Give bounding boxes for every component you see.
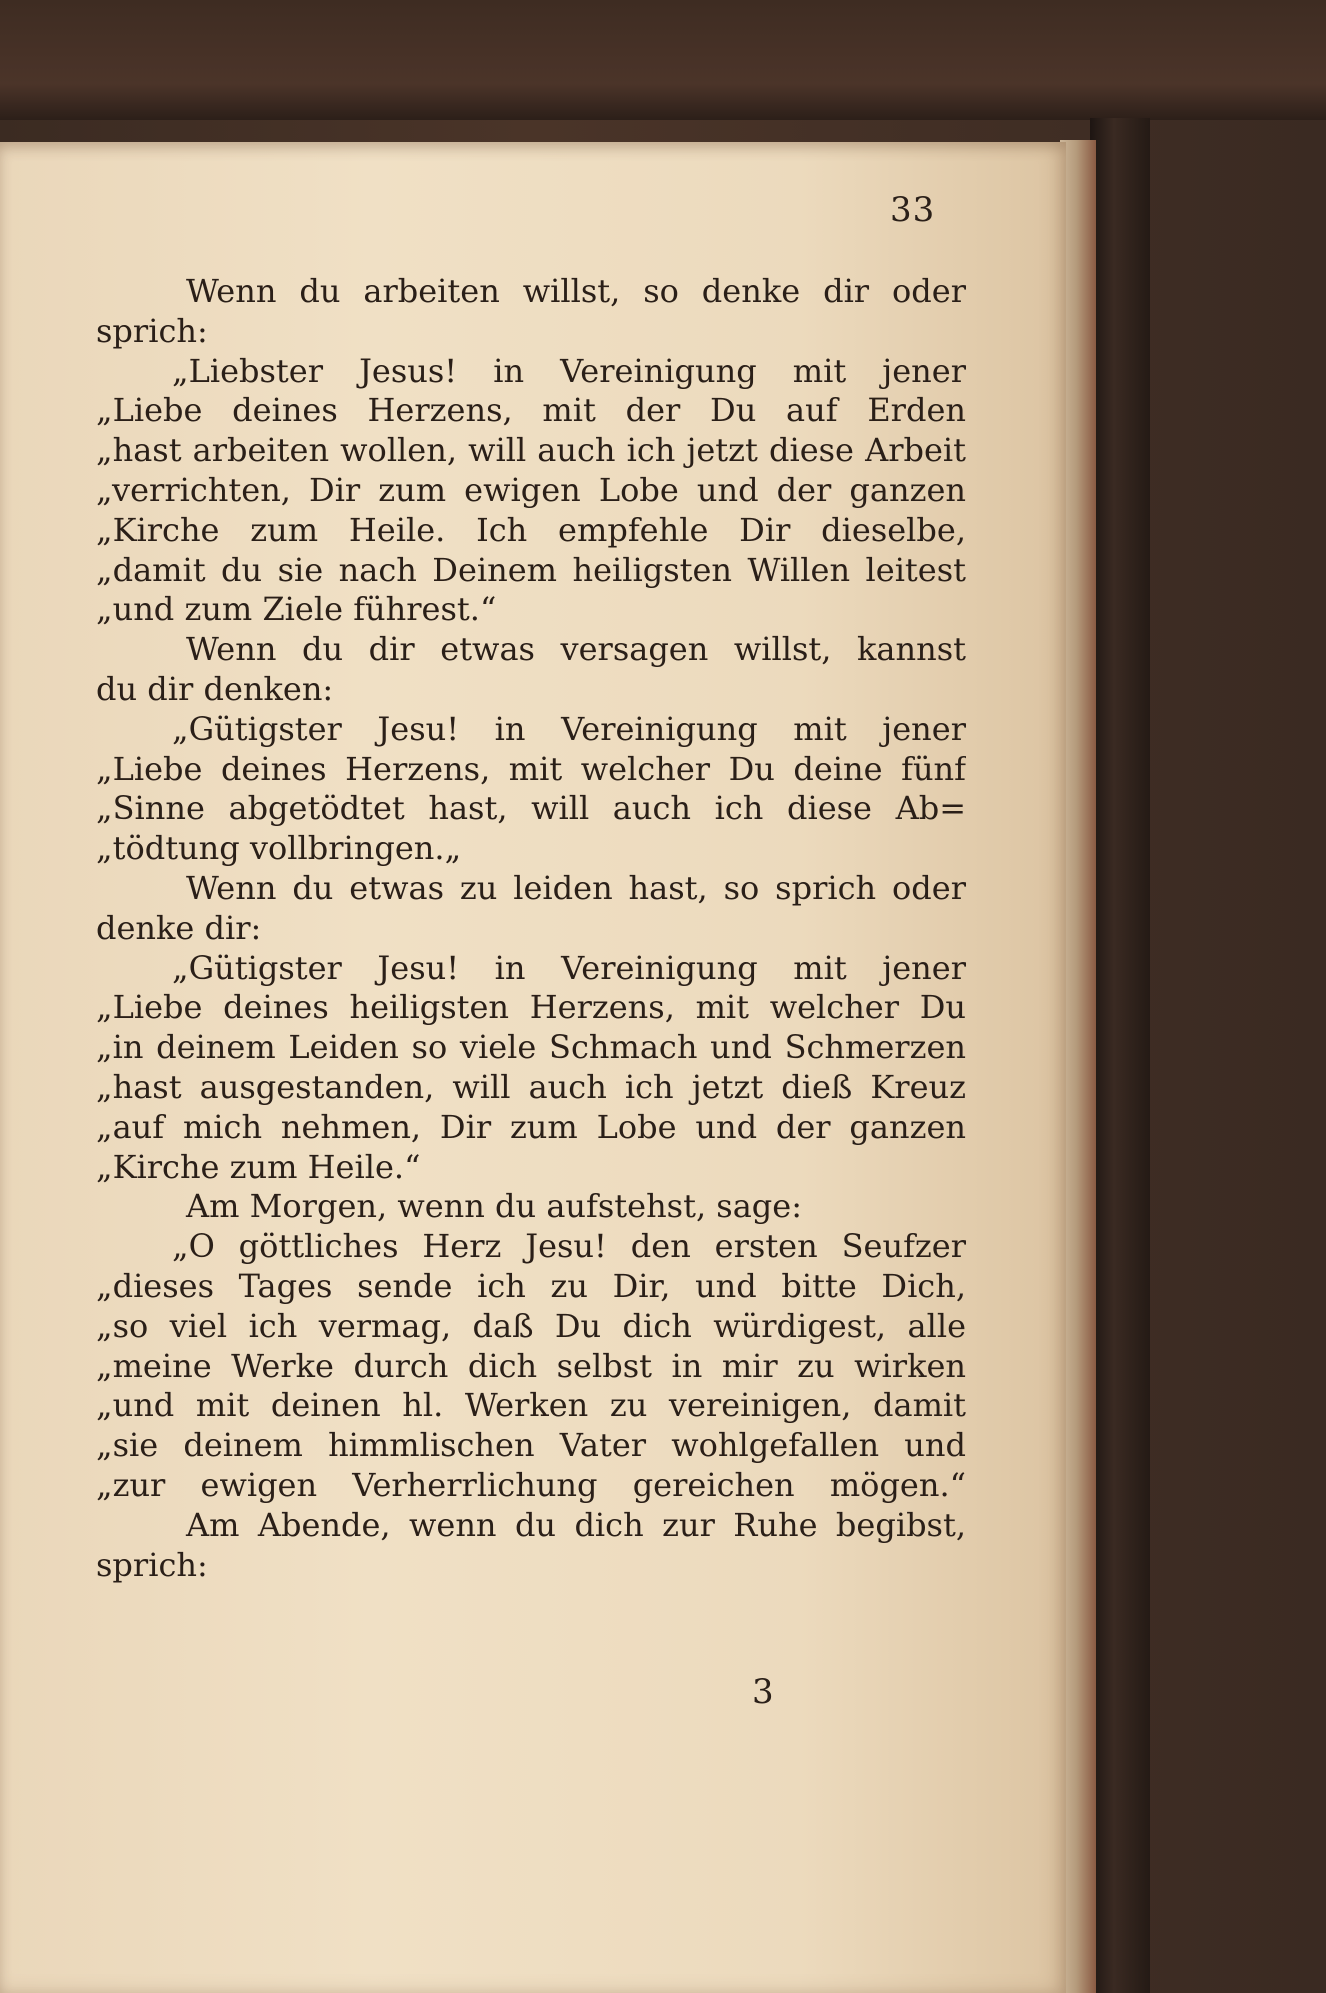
text-line: Wenn du arbeiten willst, so denke dir oder [186, 272, 966, 310]
text-line: „O göttliches Herz Jesu! den ersten Seufzer [172, 1227, 966, 1266]
text-line: „Kirche zum Heile.“ [96, 1147, 421, 1186]
text-line: „dieses Tages sende ich zu Dir, und bitte Dich, [96, 1266, 966, 1305]
text-line: Wenn du etwas zu leiden hast, so sprich oder [186, 868, 966, 907]
text-line: „damit du sie nach Deinem heiligsten Willen leitest [96, 550, 966, 589]
signature-mark: 3 [752, 1672, 774, 1712]
page-text [96, 272, 966, 1585]
book-page [0, 142, 1066, 1993]
text-line: denke dir: [96, 908, 262, 947]
page-number: 33 [890, 190, 936, 230]
text-line: „und mit deinen hl. Werken zu vereinigen, damit [96, 1386, 966, 1425]
text-line: „Liebe deines Herzens, mit der Du auf Erden [96, 391, 966, 430]
text-line: sprich: [96, 311, 208, 350]
book-cover-top [0, 0, 1326, 120]
book-spine [1090, 118, 1150, 1993]
text-line: „zur ewigen Verherrlichung gereichen mögen.“ [96, 1465, 966, 1504]
text-line: du dir denken: [96, 669, 334, 708]
text-line: „in deinem Leiden so viele Schmach und Schmerzen [96, 1028, 966, 1067]
text-line: „verrichten, Dir zum ewigen Lobe und der ganzen [96, 470, 966, 509]
text-line: „so viel ich vermag, daß Du dich würdigest, alle [96, 1306, 966, 1345]
text-line: „sie deinem himmlischen Vater wohlgefallen und [96, 1426, 966, 1465]
text-line: „und zum Ziele führest.“ [96, 590, 497, 629]
text-line: „Liebe deines Herzens, mit welcher Du deine fünf [96, 749, 966, 788]
text-line: „auf mich nehmen, Dir zum Lobe und der ganzen [96, 1107, 966, 1146]
text-line: Wenn du dir etwas versagen willst, kannst [186, 630, 966, 669]
text-line: „Sinne abgetödtet hast, will auch ich diese Ab= [96, 789, 966, 828]
text-line: Am Abende, wenn du dich zur Ruhe begibst, [186, 1505, 966, 1544]
text-line: „Gütigster Jesu! in Vereinigung mit jener [172, 709, 966, 748]
text-line: „hast ausgestanden, will auch ich jetzt dieß Kreuz [96, 1067, 966, 1106]
text-line: „Kirche zum Heile. Ich empfehle Dir dieselbe, [96, 510, 966, 549]
text-line: Am Morgen, wenn du aufstehst, sage: [186, 1187, 802, 1226]
text-line: „meine Werke durch dich selbst in mir zu wirken [96, 1346, 966, 1385]
text-line: „Liebe deines heiligsten Herzens, mit welcher Du [96, 988, 966, 1027]
text-line: „Gütigster Jesu! in Vereinigung mit jener [172, 948, 966, 987]
text-line: „hast arbeiten wollen, will auch ich jetzt diese Arbeit [96, 431, 966, 470]
text-line: „tödtung vollbringen.„ [96, 829, 462, 868]
text-line: sprich: [96, 1545, 208, 1584]
text-line: „Liebster Jesus! in Vereinigung mit jener [172, 351, 966, 390]
